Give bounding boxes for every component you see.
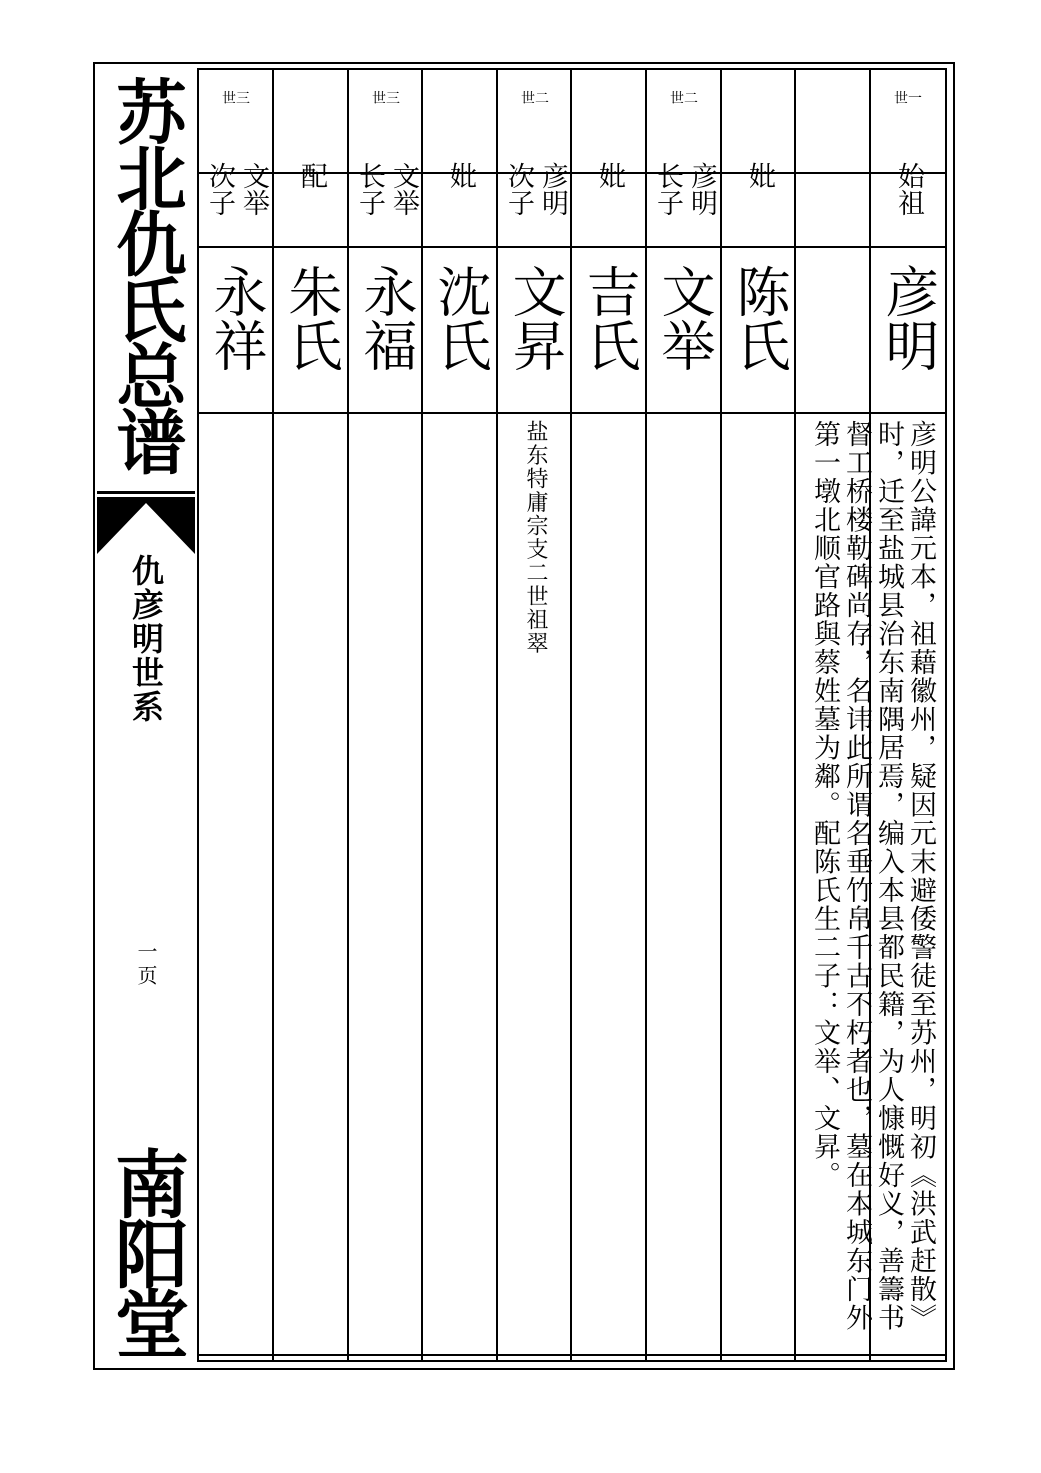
relation-label (423, 162, 497, 189)
person-name (199, 264, 273, 372)
relation-line: 长子 (354, 162, 385, 216)
relation-line: 配 (296, 162, 327, 189)
person-name-text: 彦明 (877, 264, 940, 372)
wenshen-note (498, 420, 572, 655)
person-name-text: 沈氏 (429, 264, 492, 372)
person-name (572, 264, 646, 372)
relation-label (572, 162, 646, 189)
page-frame (93, 62, 955, 1370)
relation-line: 文举 (388, 162, 419, 216)
biography (798, 420, 946, 1332)
relation-label (722, 162, 796, 189)
person-name-text: 朱氏 (280, 264, 343, 372)
fishtail-ornament (97, 500, 195, 556)
generation-label: 世三 (372, 91, 400, 107)
relation-line: 彦明 (686, 162, 717, 216)
biography-line: 时，迁至盐城县治东南隅居焉，编入本县都民籍，为人慷慨好义，善籌书 (873, 420, 904, 1332)
relation-line: 次子 (204, 162, 235, 216)
relation-line: 妣 (594, 162, 625, 189)
person-name-text: 文昇 (504, 264, 567, 372)
relation-label (349, 162, 423, 216)
relation-line: 彦明 (537, 162, 568, 216)
person-name (423, 264, 497, 372)
relation-line: 妣 (744, 162, 775, 189)
relation-line: 长子 (652, 162, 683, 216)
person-name-text: 永祥 (205, 264, 268, 372)
person-name-text: 永福 (355, 264, 418, 372)
relation-label (871, 162, 945, 216)
relation-label (498, 162, 572, 216)
person-name (349, 264, 423, 372)
person-name (722, 264, 796, 372)
relation-label (274, 162, 348, 189)
person-name-text: 陈氏 (728, 264, 791, 372)
generation-label: 世二 (521, 91, 549, 107)
spine (97, 66, 195, 1362)
generation-label: 世三 (222, 91, 250, 107)
person-name (871, 264, 945, 372)
person-name-text: 吉氏 (578, 264, 641, 372)
relation-label (199, 162, 273, 216)
hall-name: 南阳堂 (103, 1146, 189, 1356)
relation-line: 文举 (238, 162, 269, 216)
relation-label (647, 162, 721, 216)
lineage-subtitle: 仇彦明世系 (127, 554, 165, 724)
person-name (647, 264, 721, 372)
relation-line: 始祖 (893, 162, 924, 216)
person-name (274, 264, 348, 372)
generation-label: 世二 (670, 91, 698, 107)
rule (97, 491, 195, 494)
relation-line: 次子 (503, 162, 534, 216)
biography-line: 督工桥楼勒碑尚存，名讳此所谓名垂竹帛千古不朽者也，墓在本城东门外 (841, 420, 872, 1332)
person-name (498, 264, 572, 372)
biography-line: 彦明公諱元本，祖藉徽州，疑因元末避倭警徒至苏州，明初《洪武赶散》 (905, 420, 936, 1332)
page-number: 一页 (134, 941, 158, 989)
relation-line: 妣 (445, 162, 476, 189)
genealogy-table (197, 68, 947, 1362)
note-text: 盐东特庸宗支二世祖翠 (523, 420, 548, 655)
generation-label: 世一 (894, 91, 922, 107)
person-name-text: 文举 (653, 264, 716, 372)
biography-line: 第一墩北顺官路與蔡姓墓为鄰。配陈氏生二子：文举、文昇。 (809, 420, 840, 1190)
book-title: 苏北仇氏总谱 (105, 76, 188, 472)
